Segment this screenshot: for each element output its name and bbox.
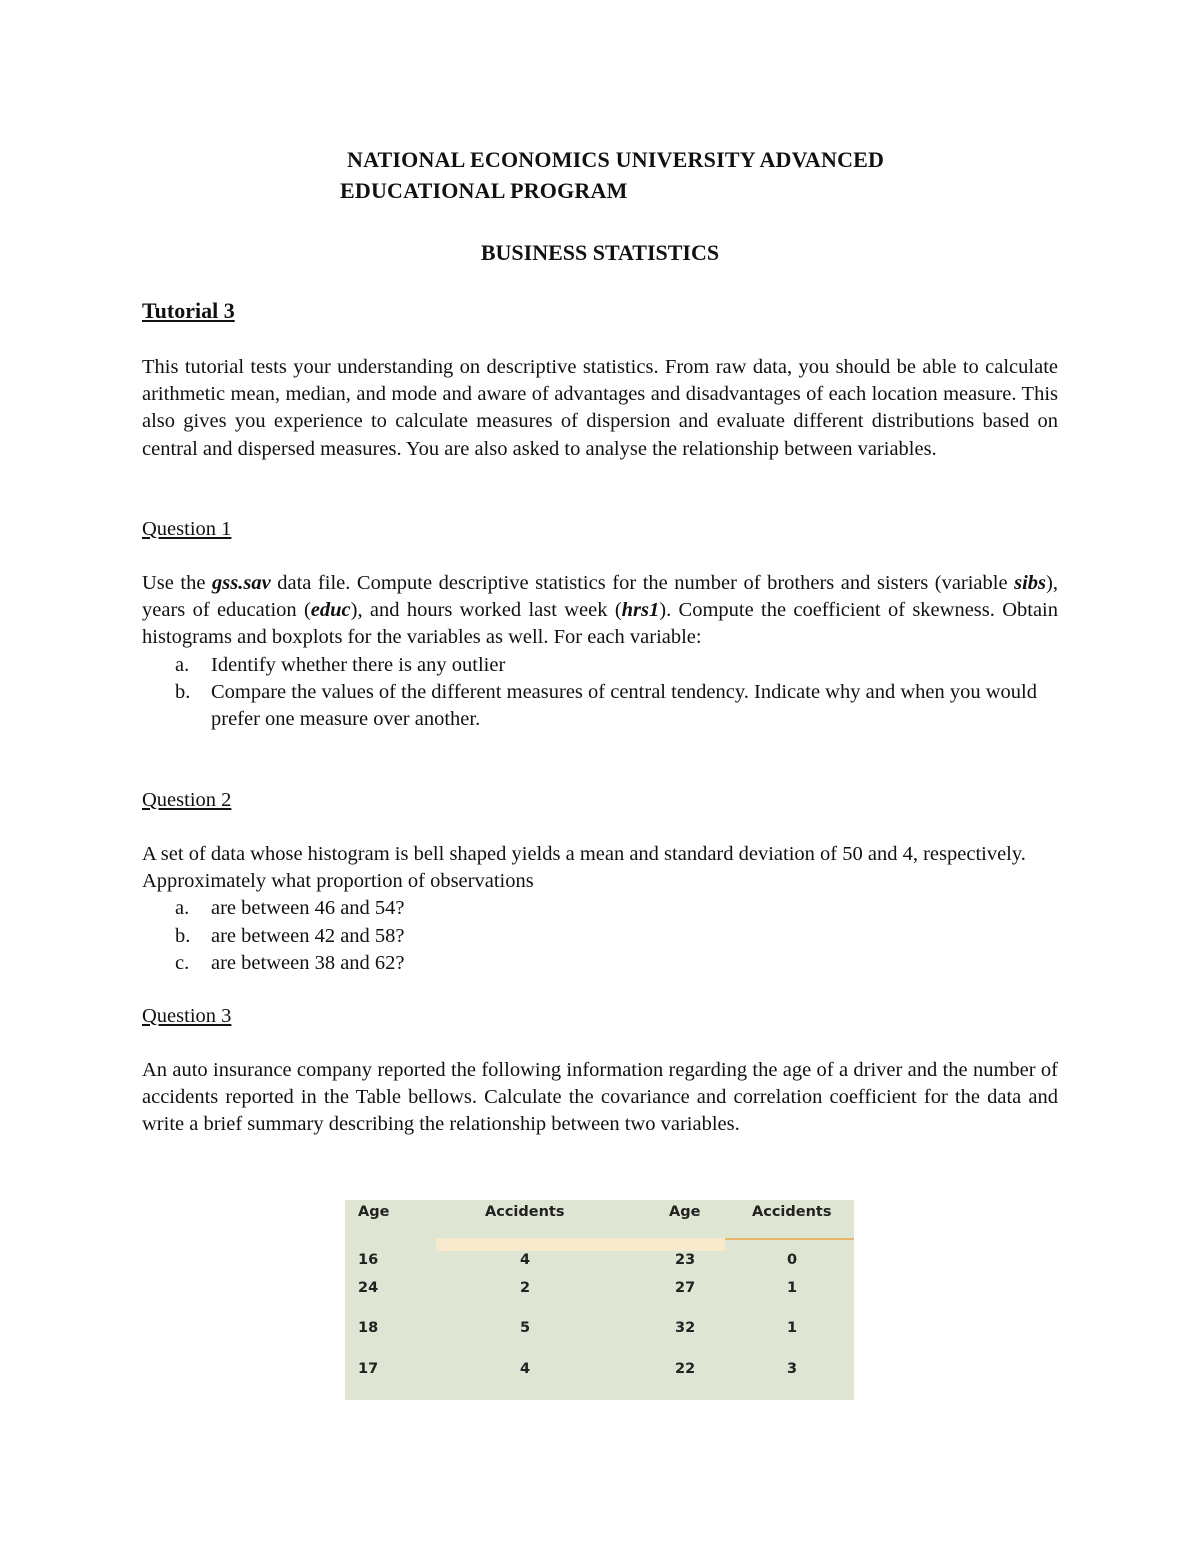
table-cell: 24	[358, 1280, 379, 1296]
q1-data-file: gss.sav	[212, 572, 271, 594]
intro-paragraph: This tutorial tests your understanding on descriptive statistics. From raw data, you should be able to calculate arithmetic mean, median, and mode and aware of advantages and disadvantages of each location measure. This also gives you experience to calculate measures of dispersion and evaluate different distributions based on central and dispersed measures. You are also asked to analyse the relationship between variables.	[142, 356, 1058, 460]
table-cell: 18	[358, 1320, 379, 1336]
list-marker: b.	[175, 680, 191, 703]
university-title	[340, 144, 1040, 206]
list-item-text: Identify whether there is any outlier	[211, 653, 506, 676]
question1-heading: Question 1	[142, 518, 232, 540]
table-cell: 5	[520, 1320, 531, 1336]
table-cell: 23	[675, 1252, 696, 1268]
question2-heading: Question 2	[142, 789, 232, 811]
tutorial-title: Tutorial 3	[142, 298, 235, 323]
question3-heading: Question 3	[142, 1005, 232, 1027]
table-cell: 4	[520, 1361, 531, 1377]
q2-list	[142, 895, 1058, 977]
q1-var-hrs: hrs1	[621, 599, 660, 622]
q1-var-educ: educ	[310, 599, 351, 622]
course-title: BUSINESS STATISTICS	[480, 240, 720, 265]
table-header-accidents-2: Accidents	[752, 1204, 832, 1220]
table-cell: 1	[787, 1280, 798, 1296]
list-marker: a.	[175, 653, 190, 676]
q1-text-part5: ). Compute the coefficient of skewness. Obtain histograms and boxplots for the variables as well. For each variable:	[142, 599, 1058, 649]
question2-body	[142, 841, 1058, 977]
table-cell: 32	[675, 1320, 696, 1336]
age-accidents-table	[345, 1200, 854, 1400]
question1-body	[142, 570, 1058, 733]
q1-text-part1: Use the	[142, 572, 213, 594]
question3-body: An auto insurance company reported the following information regarding the age of a driver and the number of accidents reported in the Table bellows. Calculate the covariance and correlation coefficient for the data and write a brief summary describing the relationship between two variables.	[142, 1059, 1058, 1136]
header-band	[436, 1238, 725, 1251]
list-item	[142, 895, 1058, 922]
list-item-text: are between 46 and 54?	[211, 897, 405, 920]
university-title-line1: NATIONAL ECONOMICS UNIVERSITY ADVANCED	[347, 147, 885, 172]
list-item	[142, 923, 1058, 950]
list-item	[142, 679, 1058, 733]
list-marker: c.	[175, 951, 190, 974]
q1-list	[142, 652, 1058, 734]
table-cell: 16	[358, 1252, 379, 1268]
q1-text-part2: data file. Compute descriptive statistics for the number of brothers and sisters (variable	[270, 572, 1015, 594]
table-cell: 0	[787, 1252, 798, 1268]
list-item	[142, 950, 1058, 977]
table-header-age-2: Age	[669, 1204, 701, 1220]
table-cell: 3	[787, 1361, 798, 1377]
table-cell: 4	[520, 1252, 531, 1268]
list-item-text: Compare the values of the different measures of central tendency. Indicate why and when you would prefer one measure over another.	[211, 680, 1037, 731]
table-cell: 27	[675, 1280, 696, 1296]
list-item-text: are between 38 and 62?	[211, 951, 405, 974]
list-item-text: are between 42 and 58?	[211, 924, 405, 947]
q1-text-part3: ), years of education (	[142, 572, 1058, 622]
university-title-line2: EDUCATIONAL PROGRAM	[340, 178, 628, 203]
q1-var-sibs: sibs	[1014, 572, 1047, 594]
table-cell: 1	[787, 1320, 798, 1336]
list-marker: a.	[175, 897, 190, 920]
table-cell: 17	[358, 1361, 379, 1377]
table-header-accidents-1: Accidents	[485, 1204, 565, 1220]
table-cell: 22	[675, 1361, 696, 1377]
table-header-age-1: Age	[358, 1204, 390, 1220]
list-marker: b.	[175, 924, 191, 947]
list-item	[142, 652, 1058, 679]
header-rule-right	[725, 1238, 854, 1240]
q2-text: A set of data whose histogram is bell shaped yields a mean and standard deviation of 50 and 4, respectively. Approximately what proportion of observations	[142, 843, 1026, 893]
q1-text-part4: ), and hours worked last week (	[350, 599, 622, 622]
table-cell: 2	[520, 1280, 531, 1296]
